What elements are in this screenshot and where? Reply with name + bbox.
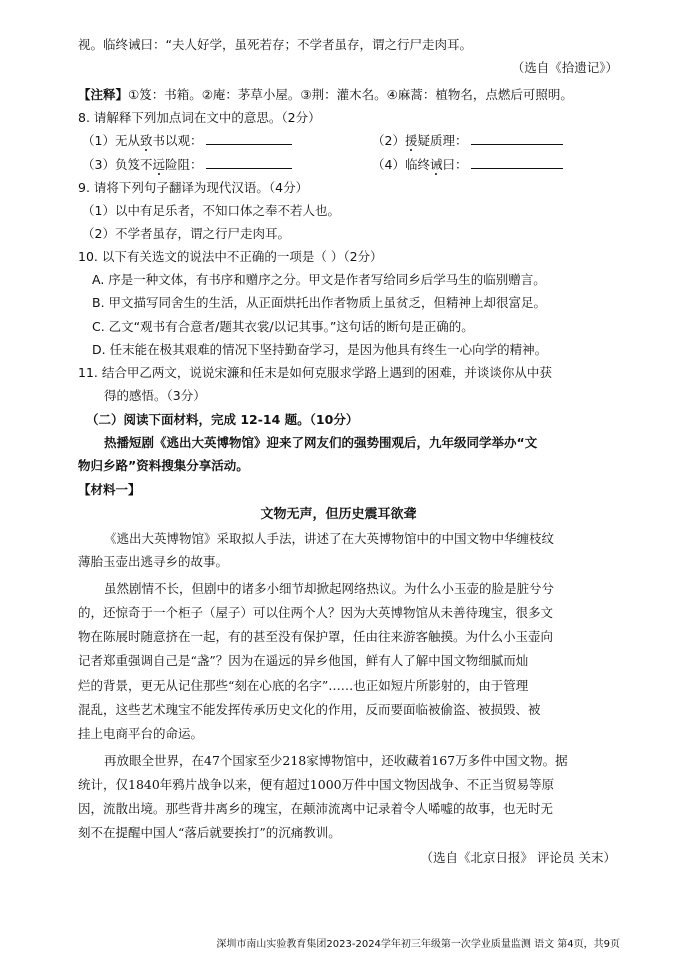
- q11-line-1: 11. 结合甲乙两文，说说宋濂和任末是如何克服求学路上遇到的困难，并谈谈你从中获: [78, 365, 552, 380]
- q10-option-a: A. 序是一种文体，有书序和赠序之分。甲文是作者写给同乡后学马生的临别赠言。: [92, 272, 546, 287]
- q8-item-text: （2）: [372, 133, 405, 148]
- q8-item-text: （3）负笈不: [82, 157, 153, 172]
- article-p1-line: 《逃出大英博物馆》采取拟人手法，讲述了在大英博物馆中的中国文物中华缠枝纹: [104, 531, 555, 546]
- dotted-word: 援: [404, 133, 418, 148]
- article-p1-line: 薄胎玉壶出逃寻乡的故事。: [78, 554, 229, 569]
- q8-item-text: 险阻：: [164, 157, 203, 172]
- article-p2-line: 记者郑重强调自己是“盏”？因为在遥远的异乡他国，鲜有人了解中国文物细腻而灿: [78, 653, 529, 668]
- article-p2-line: 混乱，这些艺术瑰宝不能发挥传承历史文化的作用，反而要面临被偷盗、被损毁、被: [78, 702, 541, 717]
- q8-item-text: 书以观：: [152, 133, 203, 148]
- q10-option-d: D. 任末能在极其艰难的情况下坚持勤奋学习，是因为他具有终生一心向学的精神。: [92, 342, 548, 357]
- q9-title: 9. 请将下列句子翻译为现代汉语。（4分）: [78, 180, 309, 195]
- page-footer: 深圳市南山实验教育集团2023-2024学年初三年级第一次学业质量监测 语文 第4页，共9页: [216, 939, 620, 950]
- article-p2-line: 的，还惊奇于一个柜子（屋子）可以住两个人？因为大英博物馆从未善待瑰宝，很多文: [78, 605, 554, 620]
- article-p3-line: 统计，仅1840年鸦片战争以来，便有超过1000万件中国文物因战争、不正当贸易等原: [78, 777, 555, 792]
- answer-blank[interactable]: [206, 156, 292, 169]
- passage-last-line: 视。临终诫曰：“夫人好学，虽死若存；不学者虽存，谓之行尸走肉耳。: [78, 37, 472, 52]
- section2-intro-1: 热播短剧《逃出大英博物馆》迎来了网友们的强势围观后，九年级同学举办“文: [104, 435, 538, 450]
- q8-title: 8. 请解释下列加点词在文中的意思。（2分）: [78, 110, 321, 125]
- q9-item-1: （1）以中有足乐者，不知口体之奉不若人也。: [82, 203, 340, 218]
- q10-title: 10. 以下有关选文的说法中不正确的一项是（ ）（2分）: [78, 249, 383, 264]
- dotted-word: 远: [152, 157, 165, 172]
- article-title: 文物无声，但历史震耳欲聋: [260, 507, 417, 522]
- answer-blank[interactable]: [471, 156, 563, 169]
- q10-option-c: C. 乙文“观书有合意者/题其衣裳/以记其事。”这句话的断句是正确的。: [92, 319, 474, 334]
- article-p2-line: 烂的背景，更无从记住那些“刻在心底的名字”……也正如短片所影射的，由于管理: [78, 678, 529, 693]
- q11-line-2: 得的感悟。（3分）: [104, 388, 206, 403]
- notes: [78, 86, 573, 104]
- q8-item-3: [82, 156, 292, 174]
- q8-item-4: [372, 156, 563, 174]
- q8-item-text: （1）无从: [82, 133, 140, 148]
- article-p3-line: 再放眼全世界，在47个国家至少218家博物馆中，还收藏着167万多件中国文物。据: [104, 753, 568, 768]
- passage-source: （选自《拾遗记》）: [511, 60, 618, 75]
- dotted-word: 致: [139, 133, 153, 148]
- material-one-label: 【材料一】: [78, 482, 141, 497]
- section2-intro-2: 物归乡路”资料搜集分享活动。: [78, 458, 249, 473]
- article-p3-line: 因，流散出境。那些背井离乡的瑰宝，在颠沛流离中记录着令人唏嘘的故事，也无时无: [78, 801, 554, 816]
- notes-label: 【注释】: [78, 87, 129, 102]
- answer-blank[interactable]: [206, 132, 292, 145]
- q8-item-1: [82, 132, 292, 150]
- section2-title: （二）阅读下面材料，完成 12-14 题。（10分）: [86, 412, 359, 427]
- article-source: （选自《北京日报》 评论员 关末）: [420, 850, 616, 865]
- dotted-word: 诫: [429, 157, 443, 172]
- q9-item-2: （2）不学者虽存，谓之行尸走肉耳。: [82, 226, 290, 241]
- q8-item-2: [372, 132, 563, 150]
- article-p2-line: 物在陈展时随意挤在一起，有的甚至没有保护罩，任由往来游客触摸。为什么小玉壶向: [78, 629, 554, 644]
- notes-text: ①笈：书箱。②庵：茅草小屋。③荆：灌木名。④麻蒿：植物名，点燃后可照明。: [128, 87, 573, 102]
- article-p3-line: 刻不在提醒中国人“落后就要挨打”的沉痛教训。: [78, 825, 341, 840]
- q10-option-b: B. 甲文描写同舍生的生活，从正面烘托出作者物质上虽贫乏，但精神上却很富足。: [92, 295, 547, 310]
- answer-blank[interactable]: [471, 132, 563, 145]
- q8-item-text: （4）临终: [372, 157, 430, 172]
- q8-item-text: 曰：: [442, 157, 468, 172]
- article-p2-line: 挂上电商平台的命运。: [78, 726, 204, 741]
- q8-item-text: 疑质理：: [417, 133, 468, 148]
- article-p2-line: 虽然剧情不长，但剧中的诸多小细节却掀起网络热议。为什么小玉壶的脸是脏兮兮: [104, 581, 555, 596]
